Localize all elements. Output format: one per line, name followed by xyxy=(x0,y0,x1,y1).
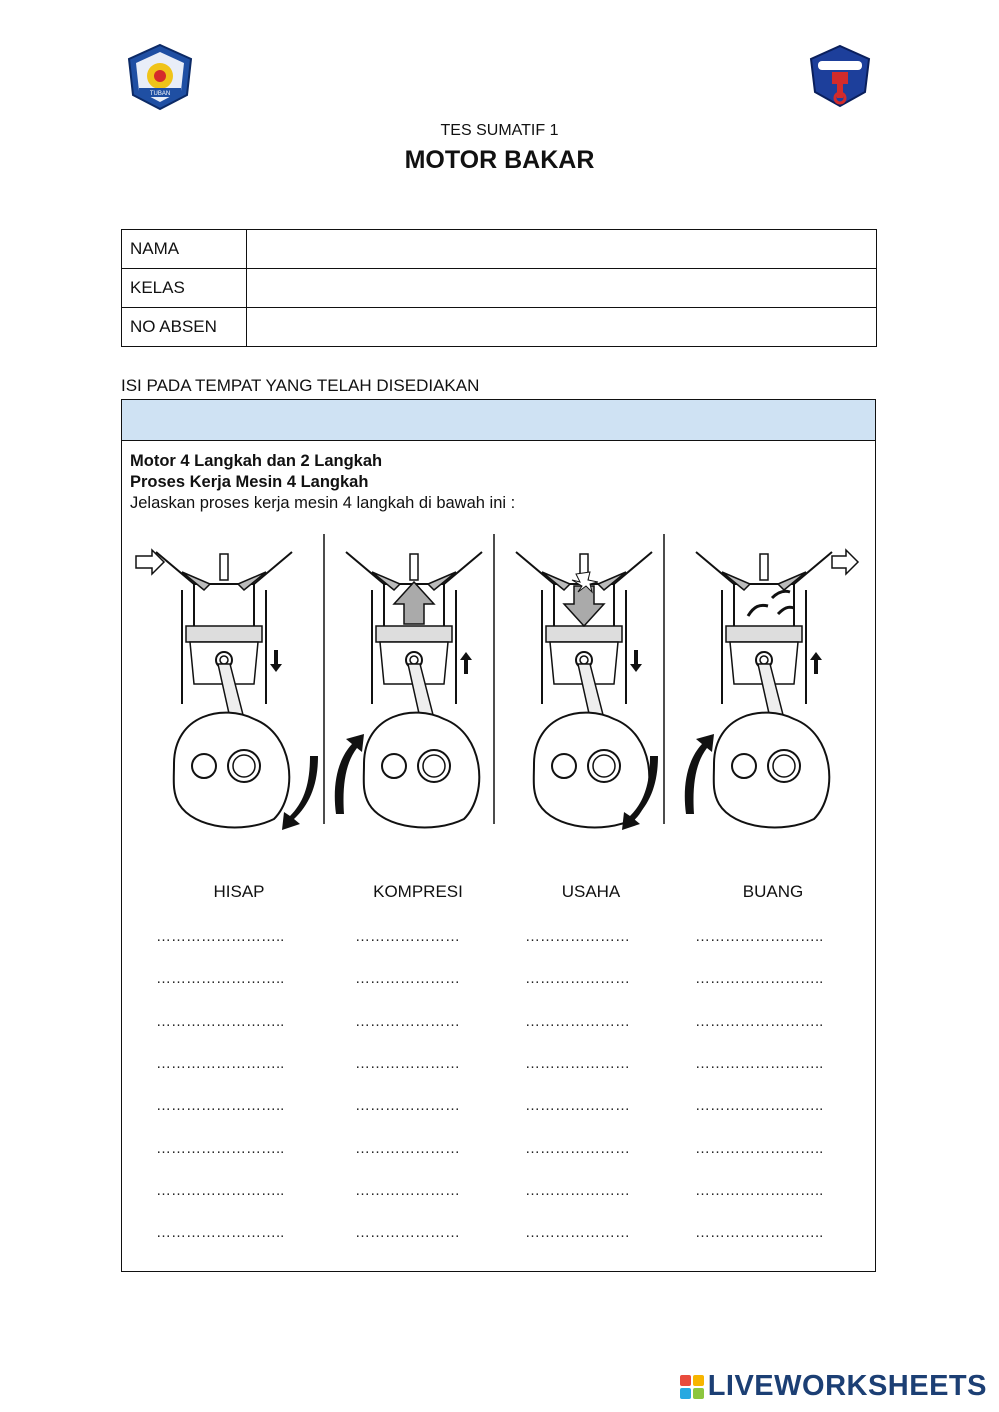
answer-line-buang-2[interactable]: …………………….. xyxy=(695,970,824,988)
answer-line-kompresi-5[interactable]: ………………… xyxy=(355,1097,460,1115)
answer-line-hisap-2[interactable]: …………………….. xyxy=(156,970,285,988)
liveworksheets-brand xyxy=(680,1370,987,1403)
compression-stroke-illustration xyxy=(335,552,482,827)
brand-text: LIVEWORKSHEETS xyxy=(707,1370,987,1402)
answer-line-buang-6[interactable]: …………………….. xyxy=(695,1139,824,1157)
school-logo xyxy=(125,43,195,111)
table-row xyxy=(122,269,877,308)
answer-line-usaha-6[interactable]: ………………… xyxy=(525,1139,630,1157)
school-logo-text: TUBAN xyxy=(149,91,171,97)
class-field[interactable] xyxy=(247,269,877,308)
answer-line-usaha-2[interactable]: ………………… xyxy=(525,970,630,988)
answer-line-hisap-1[interactable]: …………………….. xyxy=(156,928,285,945)
table-row xyxy=(122,230,877,269)
question-heading-2: Proses Kerja Mesin 4 Langkah xyxy=(130,473,369,491)
department-logo xyxy=(808,44,872,108)
intake-stroke-illustration xyxy=(136,550,318,830)
answer-line-hisap-5[interactable]: …………………….. xyxy=(156,1097,285,1115)
answer-line-kompresi-6[interactable]: ………………… xyxy=(355,1139,460,1157)
answer-line-buang-4[interactable]: …………………….. xyxy=(695,1054,824,1072)
answer-line-kompresi-7[interactable]: ………………… xyxy=(355,1181,460,1199)
liveworksheets-logo-icon xyxy=(680,1374,704,1400)
instruction-text: ISI PADA TEMPAT YANG TELAH DISEDIAKAN xyxy=(121,376,480,395)
exhaust-stroke-illustration xyxy=(685,550,858,827)
answer-line-kompresi-1[interactable]: ………………… xyxy=(355,928,460,945)
answer-line-usaha-7[interactable]: ………………… xyxy=(525,1181,630,1199)
answer-line-usaha-1[interactable]: ………………… xyxy=(525,928,630,945)
answer-line-buang-5[interactable]: …………………….. xyxy=(695,1097,824,1115)
question-heading-1: Motor 4 Langkah dan 2 Langkah xyxy=(130,452,383,470)
answer-line-usaha-5[interactable]: ………………… xyxy=(525,1097,630,1115)
answer-line-hisap-4[interactable]: …………………….. xyxy=(156,1054,285,1072)
answer-line-kompresi-8[interactable]: ………………… xyxy=(355,1224,460,1242)
question-box-header xyxy=(122,400,875,441)
question-box xyxy=(121,399,876,1272)
class-label: KELAS xyxy=(122,269,247,308)
test-subtitle: TES SUMATIF 1 xyxy=(440,122,559,139)
answer-line-hisap-7[interactable]: …………………….. xyxy=(156,1181,285,1199)
answer-line-hisap-3[interactable]: …………………….. xyxy=(156,1012,285,1030)
answer-line-buang-7[interactable]: …………………….. xyxy=(695,1181,824,1199)
answer-line-hisap-6[interactable]: …………………….. xyxy=(156,1139,285,1157)
name-field[interactable] xyxy=(247,230,877,269)
name-label: NAMA xyxy=(122,230,247,269)
stroke-label-hisap: HISAP xyxy=(213,882,265,901)
student-info-table xyxy=(121,229,877,347)
stroke-label-usaha: USAHA xyxy=(561,882,621,901)
table-row xyxy=(122,308,877,347)
logo-block-red xyxy=(680,1375,691,1386)
answer-line-buang-8[interactable]: …………………….. xyxy=(695,1224,824,1242)
answer-line-hisap-8[interactable]: …………………….. xyxy=(156,1224,285,1242)
answer-line-usaha-4[interactable]: ………………… xyxy=(525,1054,630,1072)
stroke-label-kompresi: KOMPRESI xyxy=(373,882,463,901)
four-stroke-engine-diagram xyxy=(134,534,866,834)
answer-line-kompresi-4[interactable]: ………………… xyxy=(355,1054,460,1072)
answer-line-usaha-3[interactable]: ………………… xyxy=(525,1012,630,1030)
question-prompt: Jelaskan proses kerja mesin 4 langkah di bawah ini : xyxy=(130,494,516,512)
page-title: MOTOR BAKAR xyxy=(404,146,595,174)
answer-line-usaha-8[interactable]: ………………… xyxy=(525,1224,630,1242)
logo-block-blue xyxy=(680,1388,691,1399)
absence-number-label: NO ABSEN xyxy=(122,308,247,347)
absence-number-field[interactable] xyxy=(247,308,877,347)
logo-block-yellow xyxy=(693,1375,704,1386)
logo-block-green xyxy=(693,1388,704,1399)
answer-line-buang-3[interactable]: …………………….. xyxy=(695,1012,824,1030)
power-stroke-illustration xyxy=(516,552,658,830)
answer-line-kompresi-3[interactable]: ………………… xyxy=(355,1012,460,1030)
answer-line-buang-1[interactable]: …………………….. xyxy=(695,928,824,945)
stroke-label-buang: BUANG xyxy=(742,882,804,901)
answer-line-kompresi-2[interactable]: ………………… xyxy=(355,970,460,988)
